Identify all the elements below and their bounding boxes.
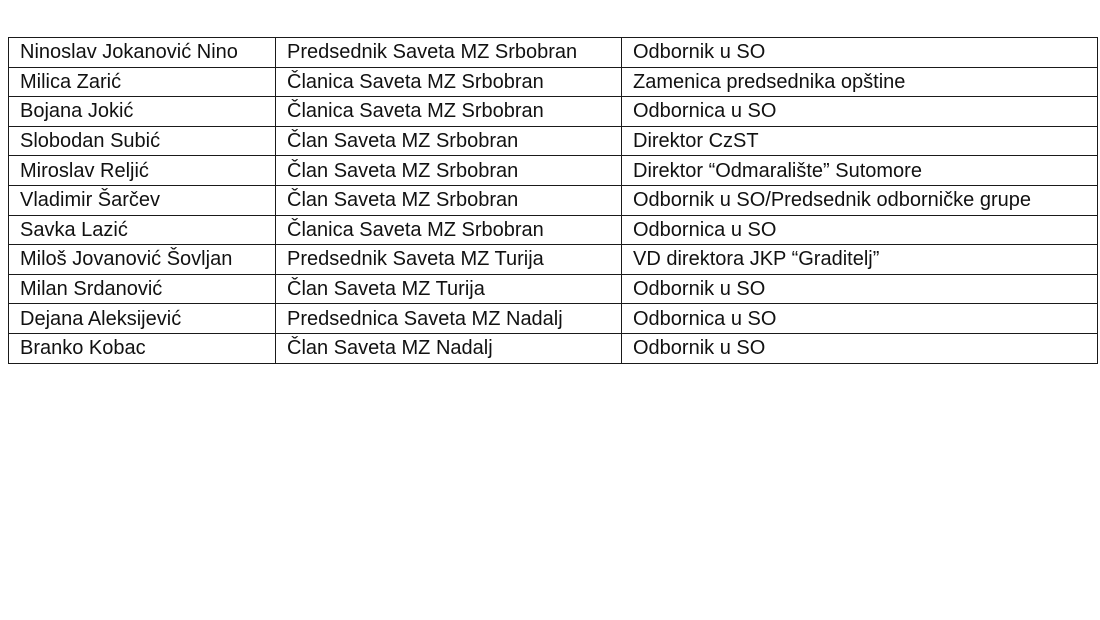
name-cell: Miroslav Reljić [9,156,276,186]
position-cell: Odbornica u SO [622,97,1098,127]
table-row [9,274,1098,304]
name-cell: Miloš Jovanović Šovljan [9,245,276,275]
council-role-cell: Član Saveta MZ Srbobran [276,126,622,156]
position-cell: Odbornik u SO [622,274,1098,304]
council-role-cell: Član Saveta MZ Srbobran [276,185,622,215]
table-row [9,185,1098,215]
name-cell: Vladimir Šarčev [9,185,276,215]
position-cell: Odbornik u SO [622,38,1098,68]
officials-table [8,37,1098,364]
council-role-cell: Član Saveta MZ Nadalj [276,333,622,363]
name-cell: Branko Kobac [9,333,276,363]
position-cell: Odbornica u SO [622,215,1098,245]
council-role-cell: Predsednik Saveta MZ Srbobran [276,38,622,68]
table-row [9,38,1098,68]
table-row [9,156,1098,186]
position-cell: Direktor CzST [622,126,1098,156]
council-role-cell: Član Saveta MZ Srbobran [276,156,622,186]
name-cell: Savka Lazić [9,215,276,245]
table-row [9,67,1098,97]
name-cell: Milan Srdanović [9,274,276,304]
table-row [9,245,1098,275]
position-cell: VD direktora JKP “Graditelj” [622,245,1098,275]
table-row [9,215,1098,245]
council-role-cell: Članica Saveta MZ Srbobran [276,97,622,127]
council-role-cell: Članica Saveta MZ Srbobran [276,67,622,97]
name-cell: Ninoslav Jokanović Nino [9,38,276,68]
name-cell: Slobodan Subić [9,126,276,156]
table-row [9,333,1098,363]
council-role-cell: Član Saveta MZ Turija [276,274,622,304]
table-row [9,97,1098,127]
council-role-cell: Predsednik Saveta MZ Turija [276,245,622,275]
position-cell: Odbornik u SO/Predsednik odborničke grupe [622,185,1098,215]
position-cell: Odbornica u SO [622,304,1098,334]
council-role-cell: Predsednica Saveta MZ Nadalj [276,304,622,334]
position-cell: Zamenica predsednika opštine [622,67,1098,97]
name-cell: Milica Zarić [9,67,276,97]
table-row [9,304,1098,334]
name-cell: Dejana Aleksijević [9,304,276,334]
position-cell: Odbornik u SO [622,333,1098,363]
table-row [9,126,1098,156]
name-cell: Bojana Jokić [9,97,276,127]
council-role-cell: Članica Saveta MZ Srbobran [276,215,622,245]
position-cell: Direktor “Odmaralište” Sutomore [622,156,1098,186]
